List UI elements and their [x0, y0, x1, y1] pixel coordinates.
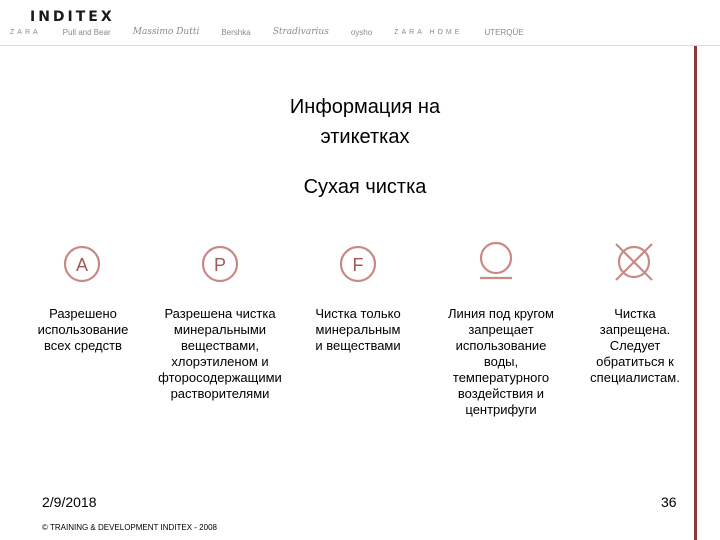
copyright-notice: © TRAINING & DEVELOPMENT INDITEX - 2008	[42, 523, 217, 532]
brand-pull-and-bear: Pull and Bear	[62, 27, 111, 37]
brand-oysho: oysho	[350, 27, 373, 37]
desc-line: веществами,	[180, 338, 260, 353]
desc-line: специалистам.	[590, 370, 680, 385]
brand-header	[0, 0, 720, 46]
desc-line: Чистка только	[315, 306, 401, 321]
dry-clean-underlined-icon	[476, 240, 516, 284]
slide-number: 36	[661, 494, 677, 510]
desc-line: Разрешена чистка	[164, 306, 276, 321]
symbol-letter: A	[75, 255, 89, 275]
do-not-dry-clean-icon	[614, 242, 654, 282]
desc-line: Разрешено	[49, 306, 117, 321]
desc-line: минеральным	[315, 322, 401, 337]
symbol-p-description	[144, 306, 296, 402]
brand-stradivarius: Stradivarius	[272, 27, 329, 37]
desc-line: запрещена.	[599, 322, 671, 337]
desc-line: минеральными	[173, 322, 267, 337]
brand-massimo-dutti: Massimo Dutti	[132, 27, 200, 37]
desc-line: обратиться к	[596, 354, 674, 369]
inditex-logo: INDITEX	[30, 9, 115, 25]
slide-date: 2/9/2018	[42, 494, 97, 510]
dry-clean-p-icon	[200, 244, 240, 284]
title-line-1: Информация на	[289, 96, 441, 118]
desc-line: фторосодержащими	[158, 370, 282, 385]
desc-line: Следует	[609, 338, 661, 353]
accent-bar	[694, 46, 697, 540]
symbol-crossed-description	[578, 306, 692, 386]
brand-uterque: UTERQÜE	[484, 27, 524, 37]
symbol-letter: P	[213, 255, 227, 275]
desc-line: хлорэтиленом и	[171, 354, 269, 369]
desc-line: растворителями	[170, 386, 270, 401]
desc-line: Чистка	[614, 306, 656, 321]
slide-subtitle: Сухая чистка	[303, 176, 427, 198]
symbol-a-description	[22, 306, 144, 354]
desc-line: центрифуги	[465, 402, 537, 417]
brand-list	[10, 27, 546, 37]
brand-bershka: Bershka	[221, 27, 251, 37]
slide-title	[240, 92, 490, 152]
title-line-2: этикетках	[320, 126, 410, 148]
desc-line: Линия под кругом	[448, 306, 554, 321]
brand-zara: ZARA	[10, 28, 41, 36]
header-divider	[0, 45, 720, 46]
desc-line: воды,	[483, 354, 519, 369]
desc-line: всех средств	[44, 338, 122, 353]
symbol-underlined-description	[430, 306, 572, 418]
desc-line: запрещает	[468, 322, 534, 337]
desc-line: и веществами	[315, 338, 401, 353]
dry-clean-a-icon	[62, 244, 102, 284]
desc-line: температурного	[452, 370, 550, 385]
symbol-f-description	[300, 306, 416, 354]
desc-line: использование	[455, 338, 547, 353]
symbol-letter: F	[352, 255, 364, 275]
dry-clean-f-icon	[338, 244, 378, 284]
brand-zara-home: ZARA HOME	[394, 28, 463, 36]
desc-line: использование	[37, 322, 129, 337]
desc-line: воздействия и	[457, 386, 545, 401]
